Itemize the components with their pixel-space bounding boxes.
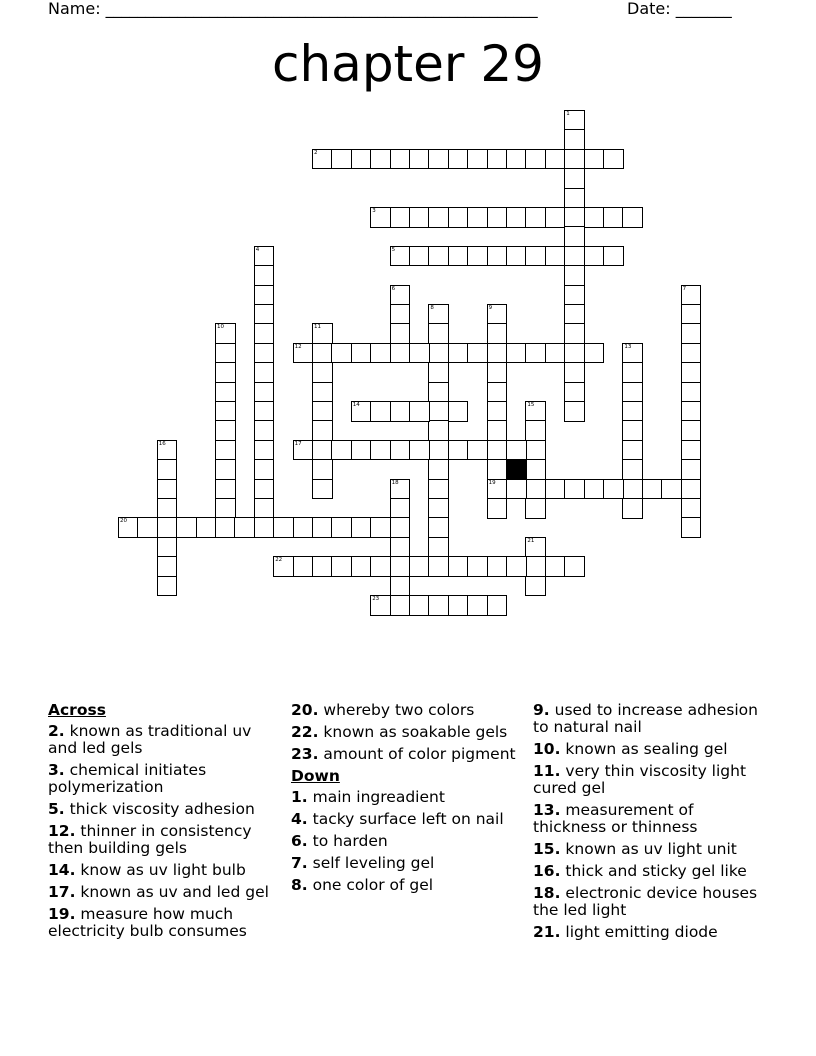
grid-cell[interactable]	[118, 517, 139, 538]
grid-cell[interactable]	[467, 149, 488, 170]
grid-cell[interactable]	[642, 479, 663, 500]
across-heading: Across	[48, 701, 106, 719]
grid-cell[interactable]	[390, 517, 411, 538]
clue-down-6: 6. to harden	[291, 832, 388, 850]
grid-cell[interactable]	[312, 517, 333, 538]
grid-cell[interactable]	[584, 479, 605, 500]
grid-cell[interactable]	[370, 517, 391, 538]
grid-cell[interactable]	[409, 207, 430, 228]
grid-cell[interactable]	[506, 440, 527, 461]
grid-cell[interactable]	[370, 595, 391, 616]
grid-cell[interactable]	[215, 440, 236, 461]
grid-cell[interactable]	[409, 556, 430, 577]
grid-cell[interactable]	[525, 440, 546, 461]
grid-cell[interactable]	[622, 382, 643, 403]
grid-cell[interactable]	[506, 149, 527, 170]
grid-cell[interactable]	[254, 440, 275, 461]
grid-cell[interactable]	[428, 246, 449, 267]
grid-cell[interactable]	[487, 323, 508, 344]
clue-down-13: 13. measurement of thickness or thinness	[533, 801, 698, 836]
grid-cell[interactable]	[603, 246, 624, 267]
clue-across-17: 17. known as uv and led gel	[48, 883, 269, 901]
grid-cell[interactable]	[409, 440, 430, 461]
grid-cell[interactable]	[370, 207, 391, 228]
clues-column-2	[291, 702, 523, 899]
clue-number: 17	[294, 440, 302, 447]
clue-number: 14	[352, 402, 360, 408]
grid-cell[interactable]	[564, 265, 585, 286]
grid-cell[interactable]	[545, 479, 566, 500]
grid-cell[interactable]	[390, 207, 411, 228]
grid-cell[interactable]	[681, 304, 702, 325]
grid-cell[interactable]	[351, 517, 372, 538]
clues-column-1	[48, 702, 280, 945]
grid-cell[interactable]	[137, 517, 158, 538]
grid-cell[interactable]	[254, 304, 275, 325]
grid-cell[interactable]	[622, 401, 643, 422]
grid-cell[interactable]	[293, 517, 314, 538]
clue-number: 3	[372, 208, 376, 214]
grid-cell[interactable]	[681, 420, 702, 441]
clue-down-10: 10. known as sealing gel	[533, 740, 728, 758]
grid-cell[interactable]	[603, 149, 624, 170]
grid-cell[interactable]	[312, 362, 333, 383]
grid-cell[interactable]	[448, 440, 469, 461]
grid-cell[interactable]	[254, 382, 275, 403]
grid-cell[interactable]	[681, 498, 702, 519]
grid-cell[interactable]	[545, 149, 566, 170]
grid-cell[interactable]	[564, 285, 585, 306]
black-cell	[506, 459, 527, 480]
clue-down-4: 4. tacky surface left on nail	[291, 810, 504, 828]
clue-across-5: 5. thick viscosity adhesion	[48, 800, 255, 818]
grid-cell[interactable]	[428, 401, 449, 422]
grid-cell[interactable]	[428, 420, 449, 441]
grid-cell[interactable]	[622, 498, 643, 519]
grid-cell[interactable]	[370, 556, 391, 577]
grid-cell[interactable]	[467, 207, 488, 228]
grid-cell[interactable]	[351, 556, 372, 577]
grid-cell[interactable]	[584, 343, 605, 364]
grid-cell[interactable]	[428, 323, 449, 344]
clue-across-12: 12. thinner in consistency then building gels	[48, 822, 252, 857]
grid-cell[interactable]	[390, 440, 411, 461]
grid-cell[interactable]	[196, 517, 217, 538]
grid-cell[interactable]	[312, 556, 333, 577]
grid-cell[interactable]	[409, 246, 430, 267]
grid-cell[interactable]	[487, 401, 508, 422]
clue-down-21: 21. light emitting diode	[533, 923, 718, 941]
grid-cell[interactable]	[448, 556, 469, 577]
grid-cell[interactable]	[428, 498, 449, 519]
grid-cell[interactable]	[681, 440, 702, 461]
grid-cell[interactable]	[428, 556, 449, 577]
grid-cell[interactable]	[215, 362, 236, 383]
grid-cell[interactable]	[564, 168, 585, 189]
grid-cell[interactable]	[525, 576, 546, 597]
clues-column-3	[533, 702, 765, 946]
clue-number: 23	[372, 596, 380, 602]
grid-cell[interactable]	[215, 323, 236, 344]
clue-down-1: 1. main ingreadient	[291, 788, 445, 806]
grid-cell[interactable]	[487, 362, 508, 383]
grid-cell[interactable]	[428, 207, 449, 228]
clue-number: 2	[314, 149, 318, 156]
grid-cell[interactable]	[448, 149, 469, 170]
clue-number: 21	[527, 537, 535, 544]
grid-cell[interactable]	[312, 382, 333, 403]
grid-cell[interactable]	[312, 420, 333, 441]
grid-cell[interactable]	[370, 440, 391, 461]
grid-cell[interactable]	[564, 362, 585, 383]
grid-cell[interactable]	[487, 382, 508, 403]
clue-across-2: 2. known as traditional uv and led gels	[48, 722, 252, 757]
clue-number: 9	[488, 305, 493, 311]
grid-cell[interactable]	[448, 595, 469, 616]
grid-cell[interactable]	[215, 517, 236, 538]
clue-down-18: 18. electronic device houses the led light	[533, 884, 758, 919]
grid-cell[interactable]	[487, 343, 508, 364]
grid-cell[interactable]	[351, 343, 372, 364]
grid-cell[interactable]	[254, 517, 275, 538]
grid-cell[interactable]	[331, 440, 352, 461]
grid-cell[interactable]	[603, 207, 624, 228]
grid-cell[interactable]	[564, 110, 585, 131]
grid-cell[interactable]	[390, 285, 411, 306]
grid-cell[interactable]	[157, 517, 178, 538]
clue-number: 16	[158, 440, 166, 447]
grid-cell[interactable]	[157, 479, 178, 500]
clue-number: 7	[682, 285, 687, 292]
grid-cell[interactable]	[487, 304, 508, 325]
grid-cell[interactable]	[622, 459, 643, 480]
grid-cell[interactable]	[525, 401, 546, 422]
date-field-label: Date: _______	[627, 0, 732, 18]
clue-number: 11	[314, 324, 321, 331]
clue-down-8: 8. one color of gel	[291, 876, 434, 894]
grid-cell[interactable]	[506, 207, 527, 228]
grid-cell[interactable]	[448, 343, 469, 364]
grid-cell[interactable]	[584, 149, 605, 170]
grid-cell[interactable]	[157, 459, 178, 480]
grid-cell[interactable]	[428, 149, 449, 170]
grid-cell[interactable]	[545, 343, 566, 364]
grid-cell[interactable]	[622, 343, 643, 364]
grid-cell[interactable]	[525, 537, 546, 558]
grid-cell[interactable]	[487, 459, 508, 480]
grid-cell[interactable]	[390, 498, 411, 519]
grid-cell[interactable]	[428, 459, 449, 480]
grid-cell[interactable]	[176, 517, 197, 538]
clue-across-3: 3. chemical initiates polymerization	[48, 761, 207, 796]
grid-cell[interactable]	[331, 517, 352, 538]
grid-cell[interactable]	[428, 537, 449, 558]
grid-cell[interactable]	[564, 304, 585, 325]
clue-number: 22	[275, 557, 283, 564]
grid-cell[interactable]	[545, 556, 566, 577]
grid-cell[interactable]	[564, 382, 585, 403]
grid-cell[interactable]	[448, 207, 469, 228]
grid-cell[interactable]	[273, 517, 294, 538]
grid-cell[interactable]	[487, 246, 508, 267]
grid-cell[interactable]	[390, 246, 411, 267]
grid-cell[interactable]	[564, 226, 585, 247]
clue-across-20: 20. whereby two colors	[291, 701, 475, 719]
grid-cell[interactable]	[487, 498, 508, 519]
grid-cell[interactable]	[525, 556, 546, 577]
grid-cell[interactable]	[351, 440, 372, 461]
grid-cell[interactable]	[409, 343, 430, 364]
grid-cell[interactable]	[390, 149, 411, 170]
grid-cell[interactable]	[564, 188, 585, 209]
grid-cell[interactable]	[254, 459, 275, 480]
grid-cell[interactable]	[525, 479, 546, 500]
grid-cell[interactable]	[215, 479, 236, 500]
grid-cell[interactable]	[351, 149, 372, 170]
grid-cell[interactable]	[293, 440, 314, 461]
grid-cell[interactable]	[564, 323, 585, 344]
grid-cell[interactable]	[215, 382, 236, 403]
grid-cell[interactable]	[370, 401, 391, 422]
grid-cell[interactable]	[254, 323, 275, 344]
grid-cell[interactable]	[564, 207, 585, 228]
grid-cell[interactable]	[661, 479, 682, 500]
grid-cell[interactable]	[390, 479, 411, 500]
grid-cell[interactable]	[312, 343, 333, 364]
clue-number: 10	[217, 324, 224, 331]
clue-number: 13	[624, 343, 632, 350]
grid-cell[interactable]	[215, 401, 236, 422]
grid-cell[interactable]	[681, 362, 702, 383]
clue-across-22: 22. known as soakable gels	[291, 723, 508, 741]
grid-cell[interactable]	[506, 246, 527, 267]
grid-cell[interactable]	[370, 343, 391, 364]
grid-cell[interactable]	[428, 595, 449, 616]
clue-across-19: 19. measure how much electricity bulb consumes	[48, 905, 247, 940]
grid-cell[interactable]	[681, 401, 702, 422]
grid-cell[interactable]	[390, 556, 411, 577]
grid-cell[interactable]	[448, 401, 469, 422]
grid-cell[interactable]	[409, 595, 430, 616]
grid-cell[interactable]	[254, 265, 275, 286]
grid-cell[interactable]	[487, 479, 508, 500]
grid-cell[interactable]	[428, 517, 449, 538]
grid-cell[interactable]	[312, 459, 333, 480]
grid-cell[interactable]	[448, 246, 469, 267]
grid-cell[interactable]	[564, 479, 585, 500]
grid-cell[interactable]	[564, 556, 585, 577]
grid-cell[interactable]	[525, 343, 546, 364]
grid-cell[interactable]	[157, 537, 178, 558]
grid-cell[interactable]	[681, 323, 702, 344]
grid-cell[interactable]	[157, 498, 178, 519]
grid-cell[interactable]	[545, 207, 566, 228]
grid-cell[interactable]	[254, 246, 275, 267]
grid-cell[interactable]	[234, 517, 255, 538]
grid-cell[interactable]	[390, 304, 411, 325]
grid-cell[interactable]	[390, 323, 411, 344]
grid-cell[interactable]	[564, 129, 585, 150]
name-field-label: Name: ______________________________________________________	[48, 0, 538, 18]
grid-cell[interactable]	[390, 401, 411, 422]
grid-cell[interactable]	[467, 556, 488, 577]
grid-cell[interactable]	[390, 537, 411, 558]
grid-cell[interactable]	[409, 149, 430, 170]
grid-cell[interactable]	[487, 556, 508, 577]
clue-across-23: 23. amount of color pigment	[291, 745, 516, 763]
down-heading: Down	[291, 767, 340, 785]
grid-cell[interactable]	[681, 479, 702, 500]
grid-cell[interactable]	[525, 459, 546, 480]
grid-cell[interactable]	[428, 343, 449, 364]
grid-cell[interactable]	[681, 517, 702, 538]
grid-cell[interactable]	[312, 440, 333, 461]
grid-cell[interactable]	[681, 459, 702, 480]
clue-down-7: 7. self leveling gel	[291, 854, 435, 872]
grid-cell[interactable]	[254, 343, 275, 364]
grid-cell[interactable]	[254, 401, 275, 422]
grid-cell[interactable]	[622, 479, 643, 500]
grid-cell[interactable]	[545, 246, 566, 267]
grid-cell[interactable]	[467, 246, 488, 267]
clue-number: 8	[430, 305, 434, 311]
grid-cell[interactable]	[254, 498, 275, 519]
grid-cell[interactable]	[487, 595, 508, 616]
grid-cell[interactable]	[487, 207, 508, 228]
grid-cell[interactable]	[254, 420, 275, 441]
grid-cell[interactable]	[525, 246, 546, 267]
clue-down-16: 16. thick and sticky gel like	[533, 862, 747, 880]
grid-cell[interactable]	[215, 420, 236, 441]
grid-cell[interactable]	[157, 576, 178, 597]
grid-cell[interactable]	[312, 401, 333, 422]
grid-cell[interactable]	[331, 149, 352, 170]
grid-cell[interactable]	[622, 207, 643, 228]
clue-down-15: 15. known as uv light unit	[533, 840, 737, 858]
grid-cell[interactable]	[390, 576, 411, 597]
grid-cell[interactable]	[681, 382, 702, 403]
clue-number: 19	[488, 479, 496, 486]
grid-cell[interactable]	[525, 498, 546, 519]
grid-cell[interactable]	[428, 479, 449, 500]
grid-cell[interactable]	[273, 556, 294, 577]
clue-down-9: 9. used to increase adhesion to natural nail	[533, 701, 758, 736]
grid-cell[interactable]	[254, 479, 275, 500]
grid-cell[interactable]	[428, 440, 449, 461]
grid-cell[interactable]	[215, 343, 236, 364]
page-title: chapter 29	[272, 35, 544, 93]
clue-number: 12	[294, 343, 302, 350]
clue-number: 4	[255, 246, 260, 253]
clue-number: 18	[391, 479, 399, 486]
grid-cell[interactable]	[506, 479, 527, 500]
clue-number: 15	[527, 402, 535, 408]
grid-cell[interactable]	[351, 401, 372, 422]
grid-cell[interactable]	[254, 285, 275, 306]
grid-cell[interactable]	[622, 362, 643, 383]
grid-cell[interactable]	[487, 420, 508, 441]
grid-cell[interactable]	[584, 207, 605, 228]
grid-cell[interactable]	[331, 343, 352, 364]
grid-cell[interactable]	[312, 149, 333, 170]
grid-cell[interactable]	[584, 246, 605, 267]
grid-cell[interactable]	[525, 149, 546, 170]
grid-cell[interactable]	[622, 420, 643, 441]
clue-number: 6	[391, 285, 396, 292]
clue-number: 1	[566, 111, 570, 117]
grid-cell[interactable]	[215, 498, 236, 519]
grid-cell[interactable]	[564, 343, 585, 364]
grid-cell[interactable]	[312, 479, 333, 500]
grid-cell[interactable]	[254, 362, 275, 383]
grid-cell[interactable]	[622, 440, 643, 461]
grid-cell[interactable]	[467, 343, 488, 364]
grid-cell[interactable]	[293, 343, 314, 364]
grid-cell[interactable]	[428, 304, 449, 325]
grid-cell[interactable]	[215, 459, 236, 480]
clue-down-11: 11. very thin viscosity light cured gel	[533, 762, 747, 797]
grid-cell[interactable]	[331, 556, 352, 577]
grid-cell[interactable]	[370, 149, 391, 170]
grid-cell[interactable]	[603, 479, 624, 500]
grid-cell[interactable]	[506, 556, 527, 577]
clue-number: 20	[120, 518, 127, 525]
grid-cell[interactable]	[467, 440, 488, 461]
grid-cell[interactable]	[564, 246, 585, 267]
grid-cell[interactable]	[390, 595, 411, 616]
grid-cell[interactable]	[487, 149, 508, 170]
grid-cell[interactable]	[428, 362, 449, 383]
grid-cell[interactable]	[525, 207, 546, 228]
grid-cell[interactable]	[564, 149, 585, 170]
grid-cell[interactable]	[506, 343, 527, 364]
grid-cell[interactable]	[467, 595, 488, 616]
grid-cell[interactable]	[293, 556, 314, 577]
clue-across-14: 14. know as uv light bulb	[48, 861, 246, 879]
grid-cell[interactable]	[312, 323, 333, 344]
grid-cell[interactable]	[157, 556, 178, 577]
grid-cell[interactable]	[157, 440, 178, 461]
grid-cell[interactable]	[428, 382, 449, 403]
grid-cell[interactable]	[525, 420, 546, 441]
grid-cell[interactable]	[390, 343, 411, 364]
grid-cell[interactable]	[409, 401, 430, 422]
grid-cell[interactable]	[487, 440, 508, 461]
grid-cell[interactable]	[564, 401, 585, 422]
grid-cell[interactable]	[681, 343, 702, 364]
clue-number: 5	[391, 246, 396, 253]
grid-cell[interactable]	[681, 285, 702, 306]
